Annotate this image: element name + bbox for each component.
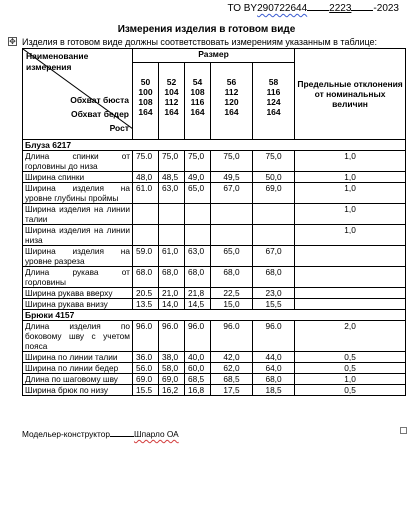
deviation-value: 1,0 xyxy=(295,183,406,204)
measurement-value: 36.0 xyxy=(133,352,159,363)
measurement-value: 69.0 xyxy=(133,374,159,385)
measurement-value xyxy=(185,204,211,225)
intro-line: Изделия в готовом виде должны соответствовать измерениям указанным в таблице: xyxy=(22,37,378,47)
measurement-name: Ширина брюк по низу xyxy=(23,385,133,396)
size-bust: 116 xyxy=(266,87,281,97)
measurement-name: Длина спинки от горловины до низа xyxy=(23,151,133,172)
measurement-name: Ширина изделия на линии талии xyxy=(23,204,133,225)
measurement-value: 68,0 xyxy=(253,374,295,385)
measurement-value: 69,0 xyxy=(253,183,295,204)
end-of-table-marker xyxy=(400,427,407,434)
measurement-value: 63,0 xyxy=(185,246,211,267)
measurement-value: 61,0 xyxy=(159,246,185,267)
measurement-value: 15,5 xyxy=(253,299,295,310)
measurement-value: 44,0 xyxy=(253,352,295,363)
measurement-value: 13.5 xyxy=(133,299,159,310)
measurement-value: 68,0 xyxy=(159,267,185,288)
doc-blank-1 xyxy=(307,10,329,11)
measurement-value: 22,5 xyxy=(211,288,253,299)
size-size: 50 xyxy=(140,77,151,87)
table-row xyxy=(23,172,406,183)
deviation-value: 1,0 xyxy=(295,172,406,183)
measurement-value: 20.5 xyxy=(133,288,159,299)
measurement-value: 69,0 xyxy=(159,374,185,385)
table-row xyxy=(23,267,406,288)
page-title: Измерения изделия в готовом виде xyxy=(117,24,296,35)
table-row xyxy=(23,183,406,204)
measurement-value: 60,0 xyxy=(185,363,211,374)
measurement-value: 16,2 xyxy=(159,385,185,396)
deviation-value: 0,5 xyxy=(295,385,406,396)
deviation-header: Предельные отклонения от номинальных величин xyxy=(295,49,406,140)
measurement-name: Ширина спинки xyxy=(23,172,133,183)
doc-number: 2223 xyxy=(329,3,352,14)
measurement-value: 42,0 xyxy=(211,352,253,363)
footer-blank xyxy=(110,436,134,437)
measurement-value: 14,0 xyxy=(159,299,185,310)
size-size: 52 xyxy=(166,77,177,87)
name-header-cell xyxy=(23,49,133,140)
footer-label: Модельер-конструктор xyxy=(22,429,110,439)
size-hips: 124 xyxy=(266,97,281,107)
section-row xyxy=(23,310,406,321)
deviation-value: 0,5 xyxy=(295,363,406,374)
measurement-value: 75.0 xyxy=(133,151,159,172)
deviation-value: 0,5 xyxy=(295,352,406,363)
measurement-value: 40,0 xyxy=(185,352,211,363)
measurement-name: Длина изделия по боковому шву с учетом пояса xyxy=(23,321,133,352)
measurement-value: 96.0 xyxy=(133,321,159,352)
measurement-value: 50,0 xyxy=(253,172,295,183)
measurements-table xyxy=(22,48,406,396)
label-bust: Обхват бюста xyxy=(70,95,129,105)
doc-prefix: ТО BY xyxy=(227,3,258,14)
size-size: 58 xyxy=(268,77,279,87)
table-row xyxy=(23,225,406,246)
label-hips: Обхват бедер xyxy=(70,109,129,119)
measurement-value: 68,0 xyxy=(185,267,211,288)
measurement-value: 64,0 xyxy=(253,363,295,374)
measurement-value: 21,0 xyxy=(159,288,185,299)
measurement-value: 75,0 xyxy=(253,151,295,172)
measurement-value xyxy=(211,204,253,225)
deviation-value: 2,0 xyxy=(295,321,406,352)
deviation-value: 1,0 xyxy=(295,204,406,225)
measurement-name: Длина по шаговому шву xyxy=(23,374,133,385)
measurement-value: 68,5 xyxy=(185,374,211,385)
measurement-name: Ширина рукава вверху xyxy=(23,288,133,299)
deviation-value xyxy=(295,288,406,299)
measurement-value: 96.0 xyxy=(253,321,295,352)
measurement-value: 67,0 xyxy=(211,183,253,204)
table-row xyxy=(23,352,406,363)
measurement-value: 23,0 xyxy=(253,288,295,299)
measurement-value xyxy=(253,225,295,246)
size-bust: 100 xyxy=(138,87,153,97)
measurement-value: 68,0 xyxy=(253,267,295,288)
table-row xyxy=(23,321,406,352)
measurement-value: 68,0 xyxy=(211,267,253,288)
table-row xyxy=(23,151,406,172)
size-column-2 xyxy=(185,63,211,140)
measurement-value: 67,0 xyxy=(253,246,295,267)
size-size: 54 xyxy=(192,77,203,87)
size-bust: 104 xyxy=(164,87,179,97)
deviation-value: 1,0 xyxy=(295,374,406,385)
measurement-value: 61.0 xyxy=(133,183,159,204)
table-row xyxy=(23,204,406,225)
measurement-value xyxy=(253,204,295,225)
name-header: Наименование измерения xyxy=(26,51,89,72)
measurement-value: 65,0 xyxy=(185,183,211,204)
measurement-value: 63,0 xyxy=(159,183,185,204)
table-row xyxy=(23,363,406,374)
measurement-value: 96.0 xyxy=(185,321,211,352)
size-size: 56 xyxy=(226,77,237,87)
size-hips: 108 xyxy=(138,97,153,107)
measurement-name: Длина рукава от горловины xyxy=(23,267,133,288)
intro-text xyxy=(22,37,377,47)
size-column-1 xyxy=(159,63,185,140)
measurement-value: 38,0 xyxy=(159,352,185,363)
size-bust: 108 xyxy=(190,87,205,97)
size-hips: 120 xyxy=(224,97,239,107)
document-number xyxy=(228,3,399,14)
measurement-value: 59.0 xyxy=(133,246,159,267)
table-row xyxy=(23,299,406,310)
deviation-value xyxy=(295,267,406,288)
measurement-value xyxy=(159,204,185,225)
measurement-value xyxy=(185,225,211,246)
table-row xyxy=(23,374,406,385)
signature-line xyxy=(22,429,179,439)
size-hips: 112 xyxy=(164,97,179,107)
measurement-value: 65,0 xyxy=(211,246,253,267)
measurement-value: 96.0 xyxy=(211,321,253,352)
table-move-handle-icon[interactable]: ✥ xyxy=(9,37,16,46)
footer-name: Шпарло ОА xyxy=(133,429,179,439)
measurement-value: 48,0 xyxy=(133,172,159,183)
size-height: 164 xyxy=(190,107,205,117)
measurement-value: 14,5 xyxy=(185,299,211,310)
measurement-value: 58,0 xyxy=(159,363,185,374)
table-row xyxy=(23,385,406,396)
size-header: Размер xyxy=(133,49,295,63)
measurement-name: Ширина по линии бедер xyxy=(23,363,133,374)
measurement-value xyxy=(211,225,253,246)
measurement-name: Ширина изделия на уровне разреза xyxy=(23,246,133,267)
size-column-3 xyxy=(211,63,253,140)
size-height: 164 xyxy=(266,107,281,117)
section-title: Брюки 4157 xyxy=(23,310,406,321)
size-bust: 112 xyxy=(224,87,239,97)
measurement-value xyxy=(159,225,185,246)
measurement-value: 75,0 xyxy=(211,151,253,172)
measurement-name: Ширина по линии талии xyxy=(23,352,133,363)
measurement-name: Ширина изделия на линии низа xyxy=(23,225,133,246)
table-row xyxy=(23,288,406,299)
measurement-value: 18,5 xyxy=(253,385,295,396)
measurement-value: 49,5 xyxy=(211,172,253,183)
size-height: 164 xyxy=(224,107,239,117)
measurement-value: 48,5 xyxy=(159,172,185,183)
label-height: Рост xyxy=(109,123,129,133)
measurement-value: 16,8 xyxy=(185,385,211,396)
measurement-value: 15.5 xyxy=(133,385,159,396)
measurement-value: 17,5 xyxy=(211,385,253,396)
size-height: 164 xyxy=(138,107,153,117)
measurement-value: 56.0 xyxy=(133,363,159,374)
measurement-value: 75,0 xyxy=(185,151,211,172)
measurement-value: 15,0 xyxy=(211,299,253,310)
size-hips: 116 xyxy=(190,97,205,107)
size-height: 164 xyxy=(164,107,179,117)
deviation-value: 1,0 xyxy=(295,151,406,172)
section-row xyxy=(23,140,406,151)
doc-code: 290722644 xyxy=(257,3,308,14)
measurement-name: Ширина изделия на уровне глубины проймы xyxy=(23,183,133,204)
measurement-value: 68.0 xyxy=(133,267,159,288)
measurement-value: 68,5 xyxy=(211,374,253,385)
measurement-value: 21,8 xyxy=(185,288,211,299)
measurement-value: 75,0 xyxy=(159,151,185,172)
measurement-name: Ширина рукава внизу xyxy=(23,299,133,310)
measurement-value xyxy=(133,225,159,246)
table-row xyxy=(23,246,406,267)
deviation-value: 1,0 xyxy=(295,225,406,246)
measurement-value: 49,0 xyxy=(185,172,211,183)
doc-year: -2023 xyxy=(373,3,399,14)
measurement-value xyxy=(133,204,159,225)
measurement-value: 96.0 xyxy=(159,321,185,352)
deviation-value xyxy=(295,246,406,267)
size-column-0 xyxy=(133,63,159,140)
doc-blank-2 xyxy=(351,10,373,11)
section-title: Блуза 6217 xyxy=(23,140,406,151)
measurement-value: 62,0 xyxy=(211,363,253,374)
size-column-4 xyxy=(253,63,295,140)
deviation-value xyxy=(295,299,406,310)
